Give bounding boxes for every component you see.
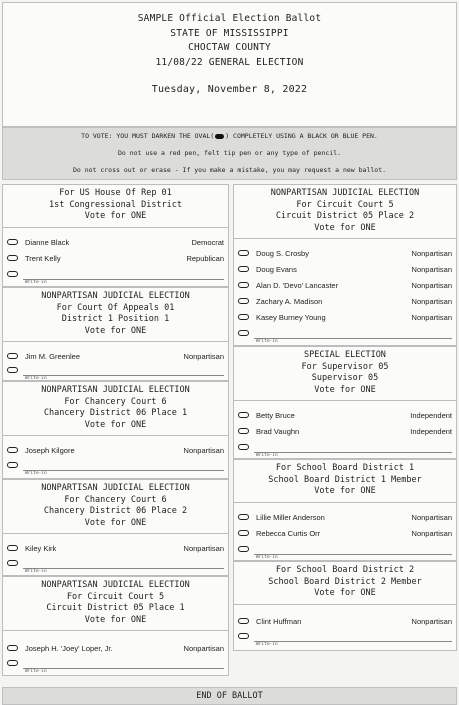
vote-oval[interactable] — [238, 298, 249, 304]
contest-header: NONPARTISAN JUDICIAL ELECTION For Chancery Court 6 Chancery District 06 Place 2 Vote for ONE — [3, 480, 228, 534]
contest-header: For School Board District 2 School Board District 2 Member Vote for ONE — [234, 562, 456, 605]
contest-circuit-place-1 — [2, 576, 229, 676]
vote-oval[interactable] — [7, 255, 18, 261]
contest-us-house — [2, 184, 229, 287]
write-in-line[interactable] — [23, 568, 224, 569]
vote-oval[interactable] — [238, 428, 249, 434]
write-in-option[interactable]: Write-in — [3, 461, 228, 475]
vote-oval[interactable] — [238, 633, 249, 639]
candidate-option[interactable]: Doug S. Crosby Nonpartisan — [234, 248, 456, 260]
write-in-line[interactable] — [23, 668, 224, 669]
vote-oval[interactable] — [7, 271, 18, 277]
write-in-line[interactable] — [23, 375, 224, 376]
write-in-line[interactable] — [254, 554, 452, 555]
contest-header: NONPARTISAN JUDICIAL ELECTION For Chancery Court 6 Chancery District 06 Place 1 Vote for ONE — [3, 382, 228, 436]
vote-oval[interactable] — [7, 447, 18, 453]
end-of-ballot: END OF BALLOT — [2, 687, 457, 705]
candidate-option[interactable]: Kiley Kirk Nonpartisan — [3, 543, 228, 555]
election-date: Tuesday, November 8, 2022 — [151, 84, 308, 95]
candidate-option[interactable]: Kasey Burney Young Nonpartisan — [234, 312, 456, 324]
contest-header: For US House Of Rep 01 1st Congressional District Vote for ONE — [3, 185, 228, 228]
candidate-option[interactable]: Jim M. Greenlee Nonpartisan — [3, 351, 228, 363]
write-in-option[interactable]: Write-in — [234, 329, 456, 343]
contest-header: SPECIAL ELECTION For Supervisor 05 Supervisor 05 Vote for ONE — [234, 347, 456, 401]
vote-oval[interactable] — [238, 330, 249, 336]
vote-oval[interactable] — [7, 353, 18, 359]
filled-oval-icon — [215, 134, 224, 139]
vote-oval[interactable] — [238, 444, 249, 450]
ballot-title: SAMPLE Official Election Ballot — [137, 13, 322, 24]
state-name: STATE OF MISSISSIPPI — [170, 27, 289, 39]
county-name: CHOCTAW COUNTY — [188, 42, 271, 53]
instruction-line-3: Do not cross out or erase - If you make a mistake, you may request a new ballot. — [72, 166, 387, 174]
candidate-option[interactable]: Lillie Miller Anderson Nonpartisan — [234, 512, 456, 524]
write-in-line[interactable] — [23, 470, 224, 471]
election-name: 11/08/22 GENERAL ELECTION — [155, 56, 304, 68]
contest-header: NONPARTISAN JUDICIAL ELECTION For Circuit Court 5 Circuit District 05 Place 2 Vote for ONE — [234, 185, 456, 239]
instruction-line-2: Do not use a red pen, felt tip pen or any type of pencil. — [117, 149, 342, 157]
write-in-option[interactable]: Write-in — [3, 270, 228, 284]
contest-header: NONPARTISAN JUDICIAL ELECTION For Circuit Court 5 Circuit District 05 Place 1 Vote for ONE — [3, 577, 228, 631]
vote-oval[interactable] — [238, 412, 249, 418]
write-in-option[interactable]: Write-in — [234, 632, 456, 646]
candidate-option[interactable]: Trent Kelly Republican — [3, 253, 228, 265]
contest-circuit-place-2 — [233, 184, 457, 346]
vote-oval[interactable] — [7, 660, 18, 666]
write-in-line[interactable] — [254, 641, 452, 642]
write-in-option[interactable]: Write-in — [234, 443, 456, 457]
candidate-option[interactable]: Dianne Black Democrat — [3, 237, 228, 249]
contest-supervisor-05 — [233, 346, 457, 459]
contest-court-of-appeals — [2, 287, 229, 381]
candidate-option[interactable]: Brad Vaughn Independent — [234, 426, 456, 438]
write-in-option[interactable]: Write-in — [3, 559, 228, 573]
contest-header: NONPARTISAN JUDICIAL ELECTION For Court Of Appeals 01 District 1 Position 1 Vote for ONE — [3, 288, 228, 342]
vote-oval[interactable] — [7, 545, 18, 551]
candidate-option[interactable]: Rebecca Curtis Orr Nonpartisan — [234, 528, 456, 540]
instruction-line-1: TO VOTE: YOU MUST DARKEN THE OVAL( ) COMPLETELY USING A BLACK OR BLUE PEN. — [81, 132, 378, 140]
candidate-option[interactable]: Doug Evans Nonpartisan — [234, 264, 456, 276]
contest-chancery-place-1 — [2, 381, 229, 479]
write-in-option[interactable]: Write-in — [234, 545, 456, 559]
write-in-option[interactable]: Write-in — [3, 366, 228, 380]
contest-school-board-1 — [233, 459, 457, 561]
vote-oval[interactable] — [238, 530, 249, 536]
vote-oval[interactable] — [238, 546, 249, 552]
vote-oval[interactable] — [7, 367, 18, 373]
candidate-option[interactable]: Joseph Kilgore Nonpartisan — [3, 445, 228, 457]
contest-school-board-2 — [233, 561, 457, 651]
voting-instructions — [2, 127, 457, 180]
write-in-option[interactable]: Write-in — [3, 659, 228, 673]
candidate-option[interactable]: Betty Bruce Independent — [234, 410, 456, 422]
vote-oval[interactable] — [7, 462, 18, 468]
candidate-option[interactable]: Zachary A. Madison Nonpartisan — [234, 296, 456, 308]
vote-oval[interactable] — [238, 282, 249, 288]
candidate-option[interactable]: Joseph H. 'Joey' Loper, Jr. Nonpartisan — [3, 643, 228, 655]
vote-oval[interactable] — [238, 514, 249, 520]
vote-oval[interactable] — [7, 645, 18, 651]
vote-oval[interactable] — [238, 314, 249, 320]
contest-chancery-place-2 — [2, 479, 229, 576]
write-in-line[interactable] — [254, 338, 452, 339]
candidate-option[interactable]: Clint Huffman Nonpartisan — [234, 616, 456, 628]
vote-oval[interactable] — [7, 239, 18, 245]
ballot-header — [2, 2, 457, 127]
vote-oval[interactable] — [238, 618, 249, 624]
candidate-option[interactable]: Alan D. 'Devo' Lancaster Nonpartisan — [234, 280, 456, 292]
vote-oval[interactable] — [238, 266, 249, 272]
write-in-line[interactable] — [254, 452, 452, 453]
contest-header: For School Board District 1 School Board District 1 Member Vote for ONE — [234, 460, 456, 503]
vote-oval[interactable] — [7, 560, 18, 566]
write-in-line[interactable] — [23, 279, 224, 280]
vote-oval[interactable] — [238, 250, 249, 256]
